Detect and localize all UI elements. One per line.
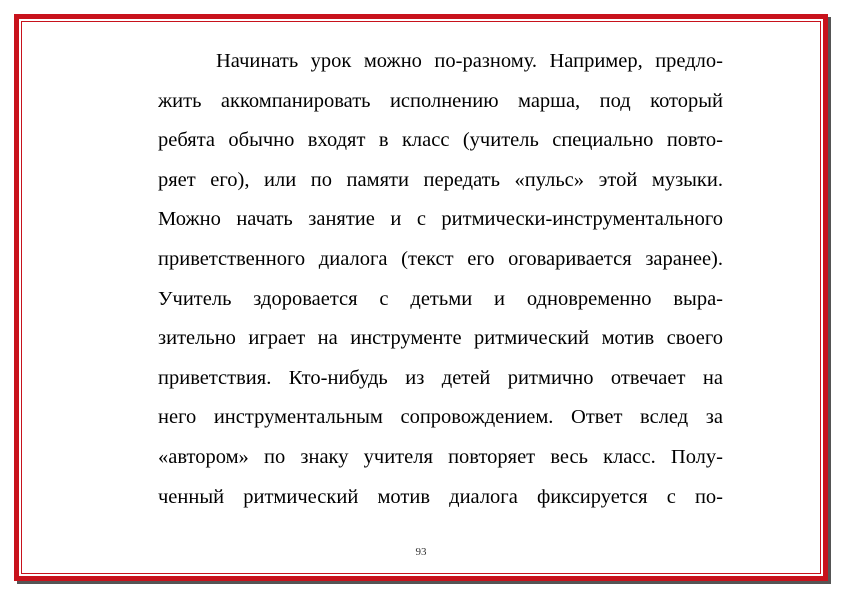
text-line-10: него инструментальным сопровождением. Ответ вслед за	[158, 406, 723, 429]
text-line-5: Можно начать занятие и с ритмически-инструментального	[158, 208, 723, 231]
text-line-3: ребята обычно входят в класс (учитель специально повто-	[158, 129, 723, 152]
body-text	[158, 42, 723, 517]
text-line-4: ряет его), или по памяти передать «пульс» этой музыки.	[158, 168, 723, 191]
text-line-1: Начинать урок можно по-разному. Например, предло-	[216, 50, 723, 72]
text-line-6: приветственного диалога (текст его оговаривается заранее).	[158, 247, 723, 270]
page-number: 93	[415, 546, 427, 558]
text-line-8: зительно играет на инструменте ритмический мотив своего	[158, 327, 723, 350]
text-line-11: «автором» по знаку учителя повторяет весь класс. Полу-	[158, 445, 723, 468]
text-line-7: Учитель здоровается с детьми и одновременно выра-	[158, 287, 723, 310]
text-line-9: приветствия. Кто-нибудь из детей ритмично отвечает на	[158, 366, 723, 389]
text-line-12: ченный ритмический мотив диалога фиксируется с по-	[158, 485, 723, 508]
text-line-2: жить аккомпанировать исполнению марша, под который	[158, 89, 723, 112]
